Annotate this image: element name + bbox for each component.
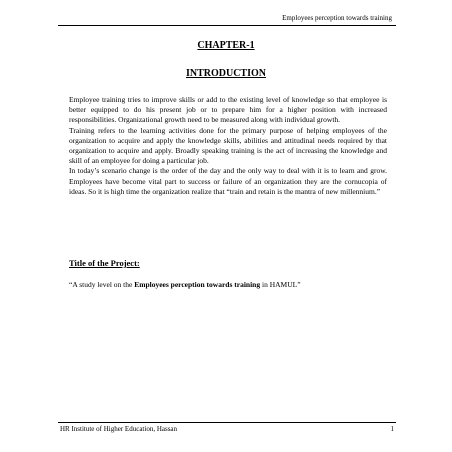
project-title-heading-text: Title of the Project: bbox=[69, 258, 140, 268]
project-title-emphasis: Employees perception towards training bbox=[134, 280, 261, 289]
section-heading-text: INTRODUCTION bbox=[185, 68, 266, 79]
footer-rule bbox=[58, 422, 396, 423]
paragraph-2: Training refers to the learning activities done for the primary purpose of helping employees of the organization to acquire and apply the knowledge skills, abilities and attitudinal needs required by that organization to acquire and apply. Broadly speaking training is the act of increasing the knowledge and skill of an employee for doing a particular job. bbox=[69, 125, 387, 166]
section-heading-introduction bbox=[0, 68, 452, 80]
paragraph-3: In today’s scenario change is the order of the day and the only way to deal with it is to learn and grow. Employees have become vital part to success or failure of an organization they are the cornucopia of ideas. So it is high time the organization realize that “train and retain is the mantra of new millennium.” bbox=[69, 166, 387, 196]
project-title-prefix: “A study level on the bbox=[69, 280, 135, 289]
paragraph-1: Employee training tries to improve skills or add to the existing level of knowledge so that employee is better equipped to do his present job or to prepare him for a higher position with increased responsibilities. Organizational growth need to be measured along with individual growth. bbox=[69, 95, 387, 125]
page-number: 1 bbox=[390, 425, 394, 433]
introduction-body bbox=[69, 95, 387, 197]
footer-institute: HR Institute of Higher Education, Hassan bbox=[60, 425, 178, 433]
running-header: Employees perception towards training bbox=[282, 14, 392, 22]
chapter-label bbox=[0, 40, 452, 52]
chapter-label-text: CHAPTER-1 bbox=[197, 40, 255, 51]
project-title-line bbox=[69, 280, 389, 290]
project-title-suffix: in HAMUL” bbox=[260, 280, 301, 289]
project-title-heading bbox=[69, 258, 140, 269]
header-rule bbox=[58, 25, 396, 26]
